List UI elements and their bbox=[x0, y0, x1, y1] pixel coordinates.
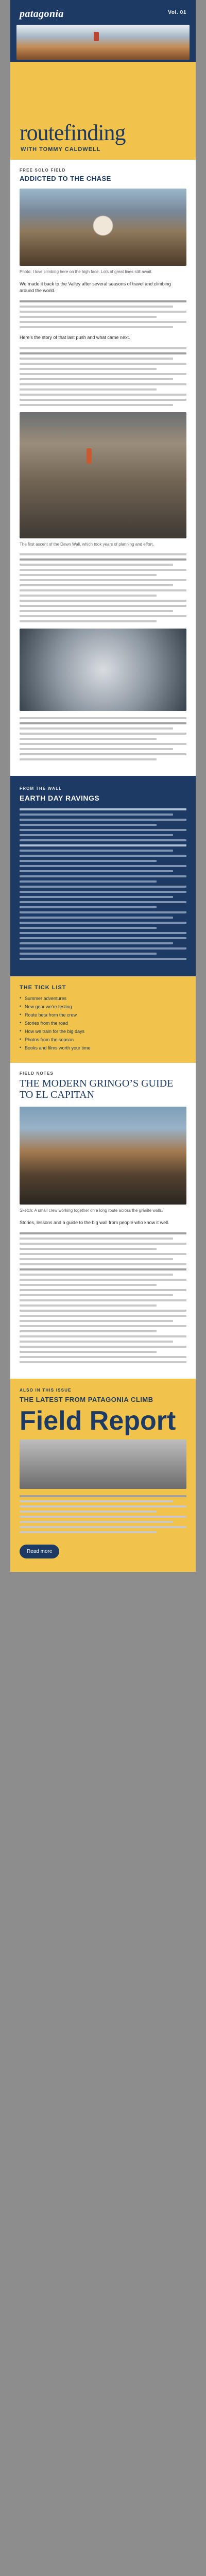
earth-day-kicker: FROM THE WALL bbox=[20, 786, 62, 791]
text-line bbox=[20, 378, 173, 380]
text-line bbox=[20, 316, 157, 318]
banner-title: routefinding bbox=[20, 120, 126, 145]
tick-list-item-6[interactable]: • Photos from the season bbox=[20, 1037, 186, 1042]
text-line bbox=[20, 300, 186, 302]
text-line bbox=[20, 321, 186, 323]
text-line bbox=[20, 727, 173, 730]
text-line bbox=[20, 942, 173, 944]
text-line bbox=[20, 615, 186, 617]
text-line bbox=[20, 1243, 186, 1245]
article-2-text-block bbox=[20, 1232, 186, 1363]
read-more-button[interactable]: Read more bbox=[20, 1545, 59, 1558]
text-line bbox=[20, 738, 157, 740]
text-line bbox=[20, 558, 186, 561]
text-line bbox=[20, 1330, 157, 1332]
text-line bbox=[20, 875, 186, 877]
text-line bbox=[20, 373, 186, 375]
text-line bbox=[20, 911, 186, 913]
article-1-climber-caption: The first ascent of the Dawn Wall, which took years of planning and effort. bbox=[20, 542, 154, 547]
text-line bbox=[20, 394, 186, 396]
text-line bbox=[20, 595, 157, 597]
text-line bbox=[20, 306, 173, 308]
article-1-text-block-2 bbox=[20, 347, 186, 406]
text-line bbox=[20, 1500, 173, 1502]
text-line bbox=[20, 352, 186, 354]
text-line bbox=[20, 326, 173, 328]
issue-badge: Vol. 01 bbox=[168, 10, 186, 15]
text-line bbox=[20, 922, 186, 924]
text-line bbox=[20, 722, 186, 724]
text-line bbox=[20, 1341, 173, 1343]
text-line bbox=[20, 1263, 186, 1265]
text-line bbox=[20, 1299, 186, 1301]
article-2 bbox=[10, 1063, 196, 1379]
text-line bbox=[20, 1351, 157, 1353]
banner-subtitle: WITH TOMMY CALDWELL bbox=[21, 146, 101, 152]
text-line bbox=[20, 404, 173, 406]
text-line bbox=[20, 953, 157, 955]
text-line bbox=[20, 1253, 186, 1255]
text-line bbox=[20, 844, 186, 846]
text-line bbox=[20, 1304, 157, 1307]
article-1-climber-image[interactable] bbox=[20, 412, 186, 538]
text-line bbox=[20, 388, 157, 391]
tick-list-title: THE TICK LIST bbox=[20, 985, 66, 991]
tick-list-item-3[interactable]: • Route beta from the crew bbox=[20, 1012, 186, 1018]
text-line bbox=[20, 1516, 186, 1518]
text-line bbox=[20, 743, 186, 745]
text-line bbox=[20, 311, 186, 313]
text-line bbox=[20, 865, 186, 867]
tick-list-section bbox=[10, 976, 196, 1063]
text-line bbox=[20, 814, 173, 816]
text-line bbox=[20, 824, 157, 826]
text-line bbox=[20, 569, 186, 571]
text-line bbox=[20, 610, 173, 612]
text-line bbox=[20, 1284, 157, 1286]
text-line bbox=[20, 589, 186, 591]
text-line bbox=[20, 584, 173, 586]
text-line bbox=[20, 808, 186, 810]
text-line bbox=[20, 1238, 173, 1240]
text-line bbox=[20, 399, 186, 401]
text-line bbox=[20, 1320, 173, 1322]
article-1-text-block-1 bbox=[20, 300, 186, 328]
text-line bbox=[20, 358, 173, 360]
text-line bbox=[20, 600, 186, 602]
text-line bbox=[20, 850, 173, 852]
text-line bbox=[20, 383, 186, 385]
text-line bbox=[20, 1268, 186, 1270]
footer-kicker: ALSO IN THIS ISSUE bbox=[20, 1388, 72, 1393]
article-2-kicker: FIELD NOTES bbox=[20, 1071, 54, 1076]
text-line bbox=[20, 932, 186, 934]
text-line bbox=[20, 1521, 173, 1523]
text-line bbox=[20, 605, 186, 607]
text-line bbox=[20, 579, 186, 581]
footer-title[interactable]: THE LATEST FROM PATAGONIA CLIMB bbox=[20, 1396, 153, 1403]
text-line bbox=[20, 1274, 173, 1276]
text-line bbox=[20, 839, 186, 841]
text-line bbox=[20, 1356, 186, 1358]
text-line bbox=[20, 620, 157, 622]
article-1-text-block-4 bbox=[20, 717, 186, 760]
top-bar bbox=[10, 0, 196, 62]
article-1-caption: Photo: I love climbing here on the high face. Lots of great lines still await. bbox=[20, 269, 152, 274]
article-1-text-block-3 bbox=[20, 553, 186, 622]
tick-list bbox=[20, 996, 186, 1050]
text-line bbox=[20, 564, 173, 566]
text-line bbox=[20, 891, 186, 893]
text-line bbox=[20, 1505, 186, 1507]
text-line bbox=[20, 1361, 186, 1363]
text-line bbox=[20, 1248, 157, 1250]
earth-day-section bbox=[10, 776, 196, 976]
text-line bbox=[20, 1511, 157, 1513]
text-line bbox=[20, 834, 173, 836]
text-line bbox=[20, 758, 157, 760]
text-line bbox=[20, 958, 186, 960]
article-1-paragraph-1: We made it back to the Valley after several seasons of travel and climbing around the world. bbox=[20, 281, 171, 293]
text-line bbox=[20, 880, 157, 883]
text-line bbox=[20, 363, 186, 365]
article-2-image[interactable] bbox=[20, 1107, 186, 1205]
tick-list-item-5[interactable]: • How we train for the big days bbox=[20, 1029, 186, 1034]
earth-day-text-block bbox=[20, 808, 186, 960]
field-report-image[interactable] bbox=[20, 1439, 186, 1489]
text-line bbox=[20, 901, 186, 903]
email-wrapper bbox=[10, 0, 196, 1572]
article-1-kicker: FREE SOLO FIELD bbox=[20, 168, 66, 173]
text-line bbox=[20, 748, 173, 750]
tick-list-item-2[interactable]: • New gear we’re testing bbox=[20, 1004, 186, 1009]
text-line bbox=[20, 753, 186, 755]
text-line bbox=[20, 1526, 186, 1528]
text-line bbox=[20, 1232, 186, 1234]
text-line bbox=[20, 1495, 186, 1497]
article-2-title[interactable]: THE MODERN GRINGO’S GUIDE TO EL CAPITAN bbox=[20, 1078, 174, 1100]
text-line bbox=[20, 1294, 173, 1296]
tick-list-item-1[interactable]: • Summer adventures bbox=[20, 996, 186, 1001]
article-1-paragraph-2: Here’s the story of that last push and what came next. bbox=[20, 335, 130, 340]
text-line bbox=[20, 886, 186, 888]
title-banner bbox=[10, 62, 196, 160]
tick-list-item-4[interactable]: • Stories from the road bbox=[20, 1021, 186, 1026]
tick-list-item-7[interactable]: • Books and films worth your time bbox=[20, 1045, 186, 1050]
article-2-caption: Sketch: A small crew working together on a long route across the granite walls. bbox=[20, 1208, 163, 1213]
text-line bbox=[20, 870, 173, 872]
footer-text-block bbox=[20, 1495, 186, 1533]
text-line bbox=[20, 819, 186, 821]
text-line bbox=[20, 896, 173, 898]
text-line bbox=[20, 906, 157, 908]
article-1-title[interactable]: ADDICTED TO THE CHASE bbox=[20, 175, 111, 182]
text-line bbox=[20, 1325, 186, 1327]
article-1-rope-image[interactable] bbox=[20, 629, 186, 711]
article-2-paragraph-1: Stories, lessons and a guide to the big wall from people who know it well. bbox=[20, 1220, 169, 1225]
text-line bbox=[20, 1335, 186, 1337]
text-line bbox=[20, 829, 186, 831]
article-1 bbox=[10, 160, 196, 776]
text-line bbox=[20, 1531, 157, 1533]
text-line bbox=[20, 917, 173, 919]
text-line bbox=[20, 1315, 186, 1317]
text-line bbox=[20, 1279, 186, 1281]
text-line bbox=[20, 937, 186, 939]
text-line bbox=[20, 574, 157, 576]
hero-image bbox=[16, 25, 190, 60]
text-line bbox=[20, 1346, 186, 1348]
text-line bbox=[20, 947, 186, 950]
article-1-image[interactable] bbox=[20, 189, 186, 266]
text-line bbox=[20, 553, 186, 555]
earth-day-title[interactable]: EARTH DAY RAVINGS bbox=[20, 794, 100, 802]
text-line bbox=[20, 1258, 173, 1260]
text-line bbox=[20, 927, 157, 929]
text-line bbox=[20, 855, 186, 857]
footer-section bbox=[10, 1379, 196, 1572]
text-line bbox=[20, 733, 186, 735]
text-line bbox=[20, 1289, 186, 1291]
text-line bbox=[20, 368, 157, 370]
text-line bbox=[20, 347, 186, 349]
field-report-title: Field Report bbox=[20, 1406, 176, 1436]
brand-logo[interactable]: patagonia bbox=[20, 8, 64, 20]
text-line bbox=[20, 1310, 186, 1312]
text-line bbox=[20, 717, 186, 719]
text-line bbox=[20, 860, 157, 862]
